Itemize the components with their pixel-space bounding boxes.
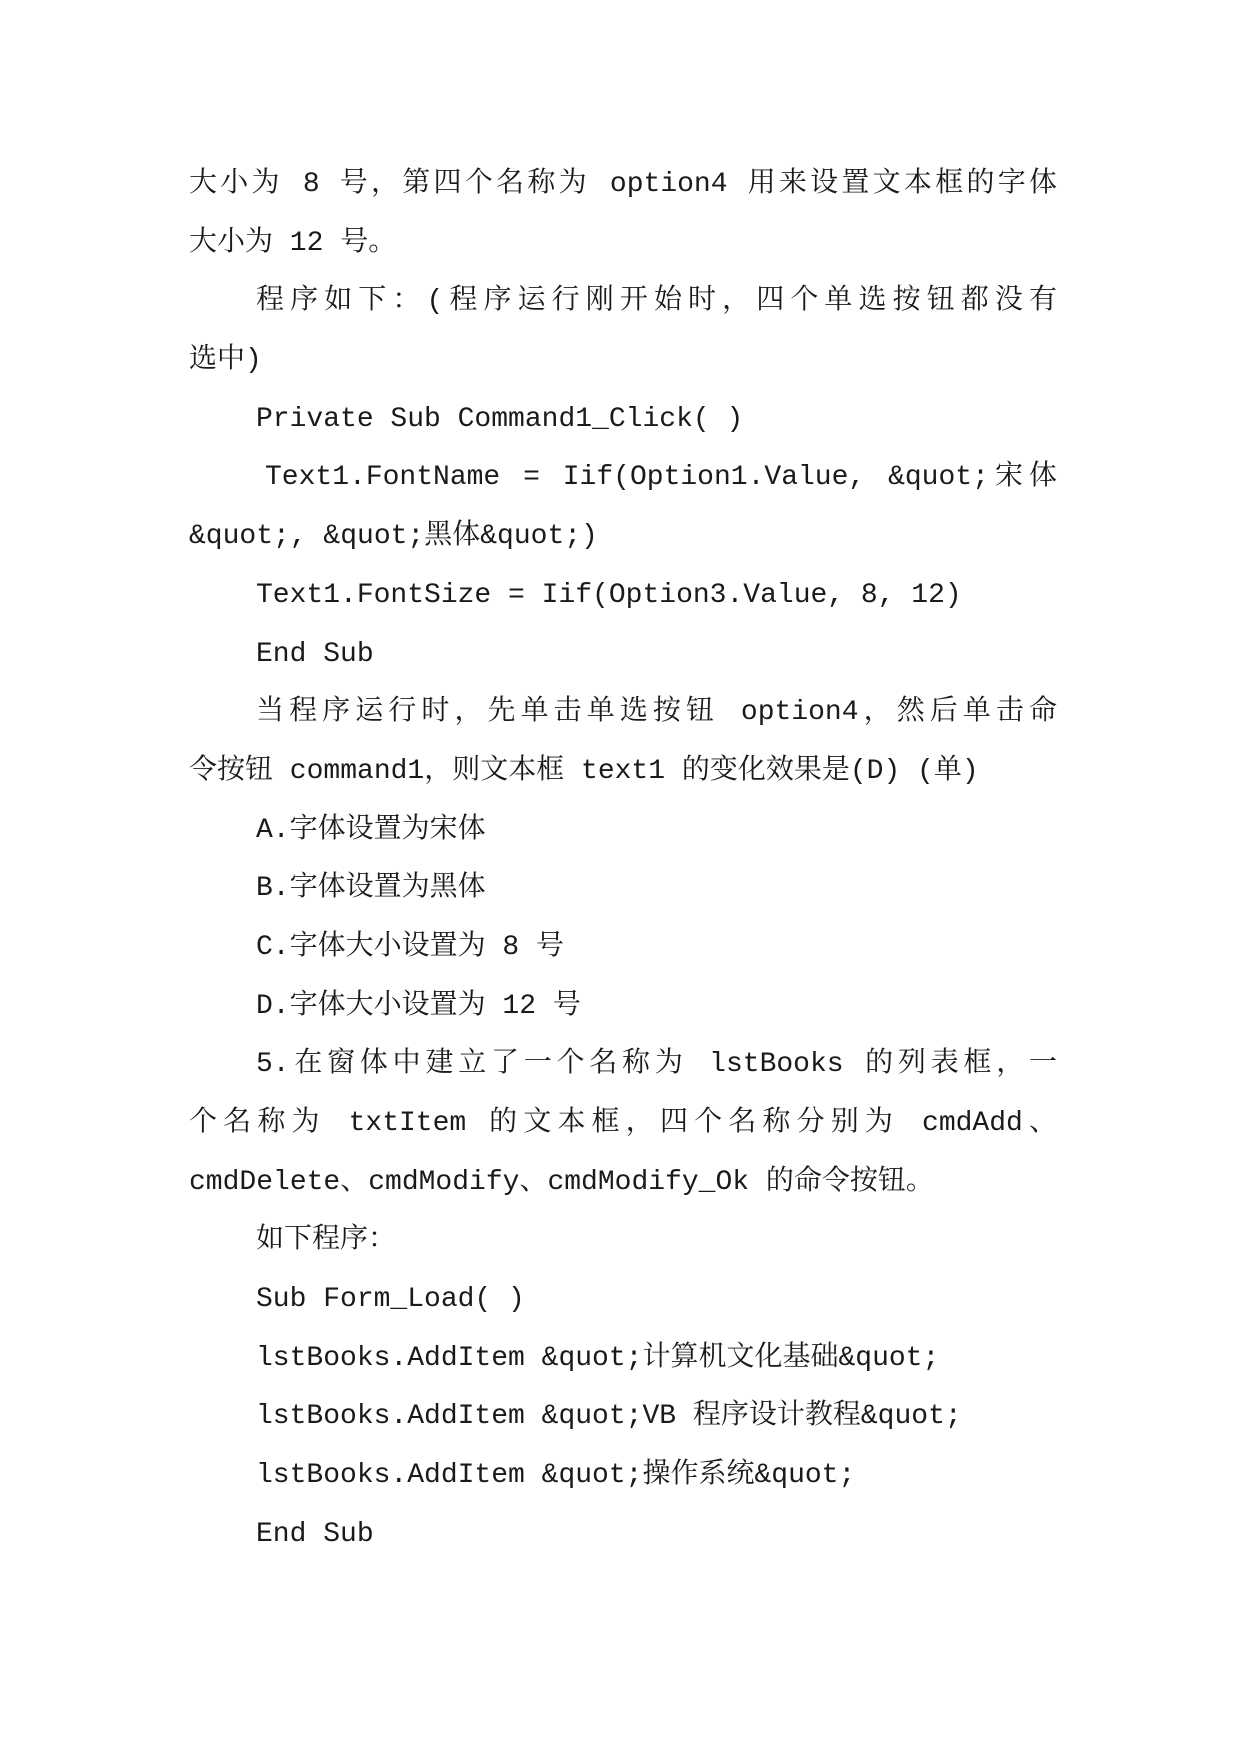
code-line: lstBooks.AddItem &quot;操作系统&quot; [256, 1460, 856, 1492]
answer-option-b: B.字体设置为黑体 [256, 873, 486, 905]
code-line: End Sub [256, 1518, 374, 1550]
code-line: lstBooks.AddItem &quot;计算机文化基础&quot; [256, 1342, 940, 1374]
paragraph-line: 大小为 12 号。 [189, 227, 397, 259]
question-line: cmdDelete、cmdModify、cmdModify_Ok 的命令按钮。 [189, 1166, 934, 1198]
paragraph-line: 程序如下：(程序运行刚开始时，四个单选按钮都没有 [256, 286, 1057, 318]
answer-option-c: C.字体大小设置为 8 号 [256, 931, 565, 963]
code-line: &quot;, &quot;黑体&quot;) [189, 521, 598, 553]
answer-option-d: D.字体大小设置为 12 号 [256, 990, 581, 1022]
question-line: 令按钮 command1，则文本框 text1 的变化效果是(D) (单) [189, 755, 979, 787]
code-line: Text1.FontSize = Iif(Option3.Value, 8, 12) [256, 579, 962, 611]
question-line: 个名称为 txtItem 的文本框，四个名称分别为 cmdAdd、 [189, 1108, 1057, 1139]
code-line: Sub Form_Load( ) [256, 1284, 525, 1316]
code-line: lstBooks.AddItem &quot;VB 程序设计教程&quot; [256, 1401, 962, 1433]
answer-option-a: A.字体设置为宋体 [256, 814, 486, 846]
code-line: Private Sub Command1_Click( ) [256, 403, 744, 435]
paragraph-line: 大小为 8 号，第四个名称为 option4 用来设置文本框的字体 [189, 169, 1057, 200]
document-body [189, 156, 1057, 1565]
code-line: Text1.FontName = Iif(Option1.Value, &quot;宋体 [265, 462, 1057, 494]
question-line: 当程序运行时，先单击单选按钮 option4，然后单击命 [256, 697, 1057, 729]
code-line: End Sub [256, 638, 374, 670]
question-line: 5.在窗体中建立了一个名称为 lstBooks 的列表框，一 [256, 1049, 1057, 1081]
paragraph-line: 选中) [189, 345, 262, 377]
paragraph-line: 如下程序： [256, 1225, 397, 1257]
